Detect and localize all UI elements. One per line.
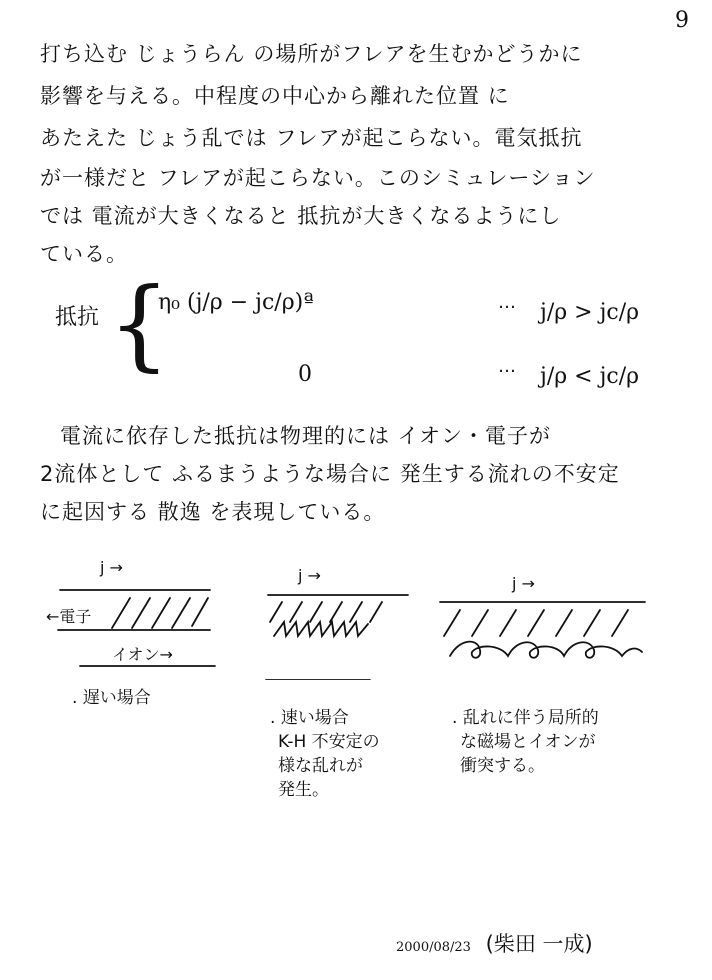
signature-date: 2000/08/23: [396, 940, 471, 955]
caption-line: . 遅い場合: [72, 688, 151, 708]
text-line: 電流に依存した抵抗は物理的には イオン・電子が: [60, 424, 552, 448]
panel-3-sketch: [440, 602, 660, 680]
hatch-line: [290, 602, 302, 622]
panel-2-caption: [270, 706, 380, 802]
hatch-line: [270, 602, 282, 622]
page-number: 9: [675, 8, 689, 33]
hatch-line: [444, 610, 460, 636]
caption-line: 衝突する。: [460, 756, 545, 776]
hatch-line: [612, 610, 628, 636]
equation-case2-condition: j/ρ < jc/ρ: [540, 364, 640, 389]
text-line: が一様だと フレアが起こらない。このシミュレーション: [40, 166, 596, 190]
hatch-line: [192, 598, 208, 626]
panel-1-caption: [72, 686, 151, 710]
hatch-line: [112, 598, 130, 628]
caption-line: 発生。: [278, 780, 329, 800]
panel-1-electron-label: ←電子: [46, 607, 92, 626]
panel-1-ion-label: イオン→: [112, 645, 173, 664]
text-line: あたえた じょう乱では フレアが起こらない。電気抵抗: [40, 126, 583, 150]
hatch-line: [528, 610, 544, 636]
panel-2-current-label: j →: [298, 566, 321, 585]
hatch-line: [310, 602, 322, 622]
caption-line: 様な乱れが: [278, 756, 363, 776]
text-line: 2流体として ふるまうような場合に 発生する流れの不安定: [40, 462, 620, 486]
equation-case2-expr: 0: [298, 362, 312, 387]
text-line: 影響を与える。中程度の中心から離れた位置 に: [40, 84, 510, 108]
equation-case1-condition: j/ρ > jc/ρ: [540, 300, 640, 325]
kh-wave-line: [274, 622, 368, 636]
text-line: ている。: [40, 242, 128, 266]
caption-line: K-H 不安定の: [278, 732, 380, 752]
hatch-line: [152, 598, 170, 628]
hatch-line: [370, 602, 382, 622]
signature: [396, 928, 593, 958]
caption-line: な磁場とイオンが: [460, 732, 596, 752]
hatch-line: [132, 598, 150, 628]
hatch-line: [472, 610, 488, 636]
text-line: では 電流が大きくなると 抵抗が大きくなるようにし: [40, 204, 562, 228]
caption-line: . 乱れに伴う局所的: [452, 708, 599, 728]
vortex-wave-line: [450, 642, 642, 658]
hatch-line: [556, 610, 572, 636]
text-line: 打ち込む じょうらん の場所がフレアを生むかどうかに: [40, 42, 583, 66]
hatch-line: [500, 610, 516, 636]
hatch-line: [350, 602, 362, 622]
signature-name: (柴田 一成): [485, 932, 593, 956]
panel-3-current-label: j →: [512, 574, 535, 593]
panel-2-sketch: [266, 595, 408, 680]
equation-case2-dots: …: [498, 356, 516, 377]
panel-3-caption: [452, 706, 599, 778]
panel-1-current-label: j →: [100, 558, 123, 577]
caption-line: . 速い場合: [270, 708, 349, 728]
equation-case1-expr: η₀ (j/ρ − jc/ρ)ª: [158, 290, 314, 315]
hatch-line: [330, 602, 342, 622]
hatch-line: [172, 598, 190, 628]
equation-label: 抵抗: [55, 305, 100, 330]
hatch-line: [584, 610, 600, 636]
left-brace-icon: {: [108, 268, 171, 382]
equation-case1-dots: …: [498, 292, 516, 313]
text-line: に起因する 散逸 を表現している。: [40, 500, 386, 524]
